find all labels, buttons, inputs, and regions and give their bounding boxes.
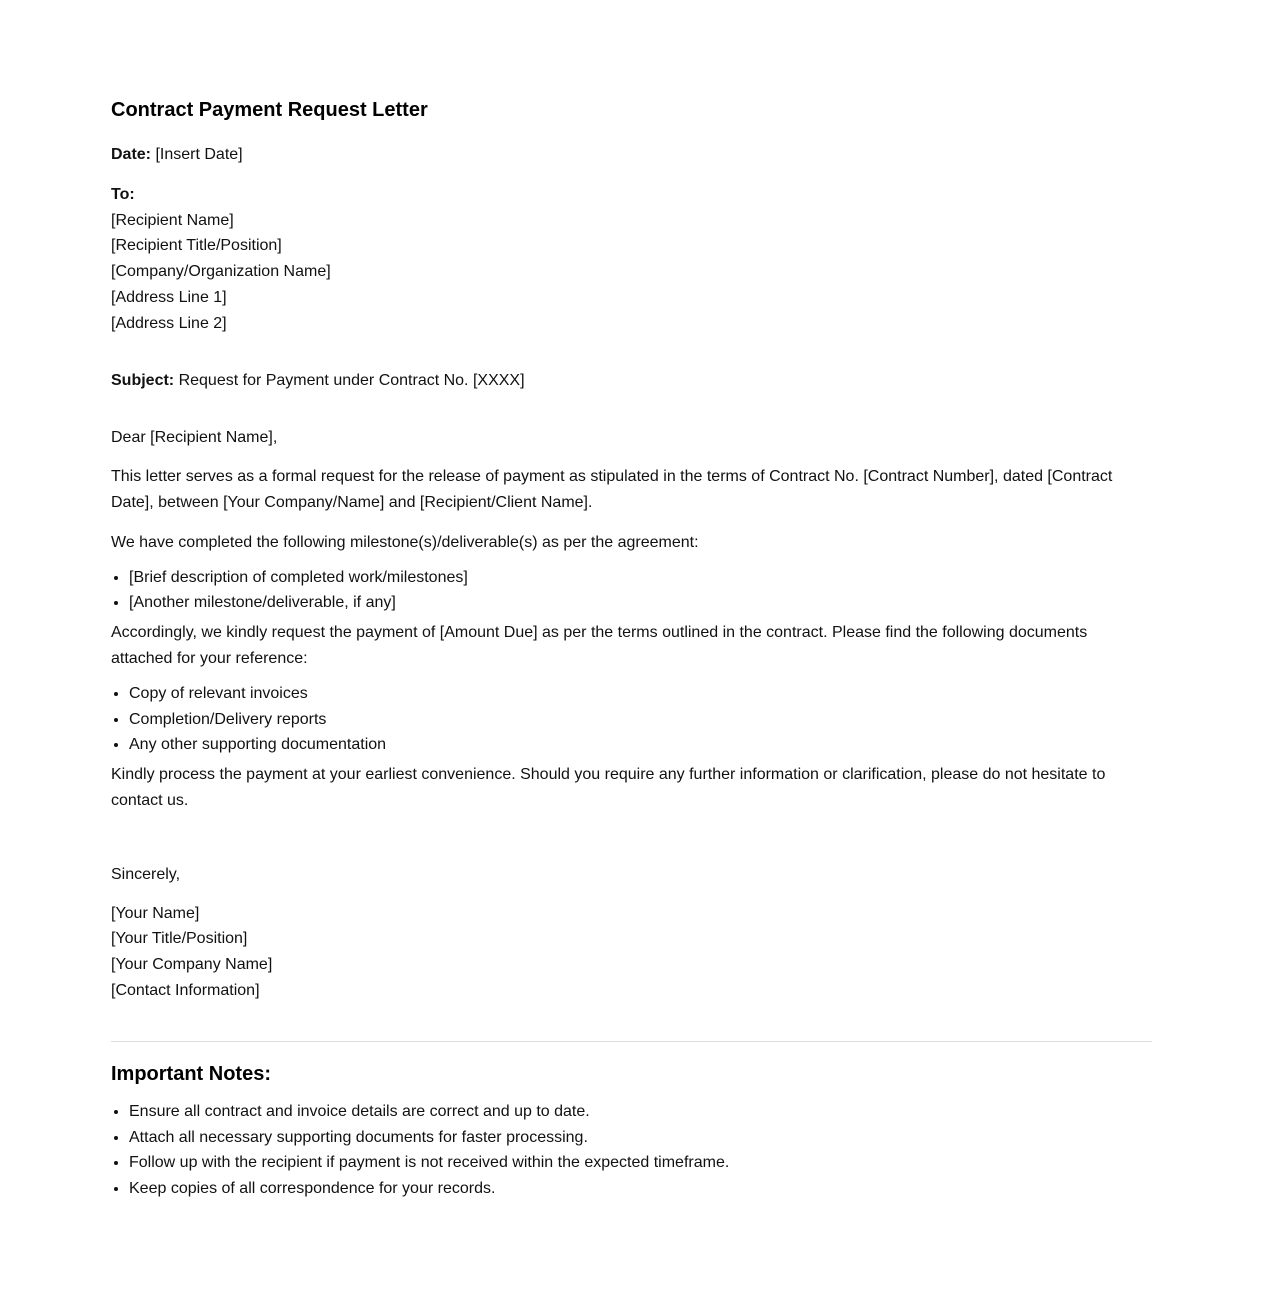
closing-paragraph: Kindly process the payment at your earliest convenience. Should you require any further information or clarification, please do not hesitate to contact us.	[111, 766, 1106, 809]
recipient-company: [Company/Organization Name]	[111, 263, 331, 281]
letter-content	[111, 96, 1152, 1202]
sign-off: Sincerely,	[111, 865, 181, 883]
intro-paragraph: This letter serves as a formal request for the release of payment as stipulated in the terms of Contract No. [Contract Number], dated [Contract Date], between [Your Company/Name] and [Recipient/Client Name].	[111, 468, 1113, 511]
page-title: Contract Payment Request Letter	[111, 99, 428, 121]
list-item: • [Brief description of completed work/milestones]	[129, 565, 1152, 591]
milestones-list	[111, 565, 1152, 617]
milestones-intro: We have completed the following milestone(s)/deliverable(s) as per the agreement:	[111, 533, 699, 551]
notes-list	[111, 1099, 1152, 1202]
to-label: To:	[111, 185, 135, 203]
list-item: • Attach all necessary supporting documents for faster processing.	[129, 1125, 1152, 1151]
subject-line	[111, 368, 1152, 394]
list-item: • Copy of relevant invoices	[129, 681, 1152, 707]
attachments-list	[111, 681, 1152, 758]
list-item: • Follow up with the recipient if payment is not received within the expected timeframe.	[129, 1150, 1152, 1176]
subject-value: Request for Payment under Contract No. [XXXX]	[178, 371, 525, 389]
date-value: [Insert Date]	[155, 146, 243, 163]
list-item: • Keep copies of all correspondence for your records.	[129, 1176, 1152, 1202]
greeting: Dear [Recipient Name],	[111, 429, 278, 447]
list-item: • Any other supporting documentation	[129, 732, 1152, 758]
list-item: • Ensure all contract and invoice details are correct and up to date.	[129, 1099, 1152, 1125]
list-item: • Completion/Delivery reports	[129, 707, 1152, 733]
recipient-address-line-2: [Address Line 2]	[111, 314, 227, 332]
notes-title: Important Notes:	[111, 1062, 271, 1085]
date-label: Date:	[111, 146, 152, 163]
recipient-name: [Recipient Name]	[111, 211, 234, 229]
subject-label: Subject:	[111, 371, 175, 389]
recipient-title: [Recipient Title/Position]	[111, 237, 282, 255]
request-paragraph: Accordingly, we kindly request the payment of [Amount Due] as per the terms outlined in the contract. Please find the following documents attached for your reference:	[111, 624, 1088, 667]
recipient-block	[111, 182, 1152, 337]
signature-contact: [Contact Information]	[111, 981, 260, 999]
signature-name: [Your Name]	[111, 904, 200, 922]
list-item: • [Another milestone/deliverable, if any]	[129, 590, 1152, 616]
date-line	[111, 142, 1152, 168]
recipient-address-line-1: [Address Line 1]	[111, 288, 227, 306]
section-divider	[111, 1041, 1152, 1042]
signature-title: [Your Title/Position]	[111, 930, 248, 948]
signature-company: [Your Company Name]	[111, 956, 273, 974]
signature-block	[111, 901, 1152, 1004]
